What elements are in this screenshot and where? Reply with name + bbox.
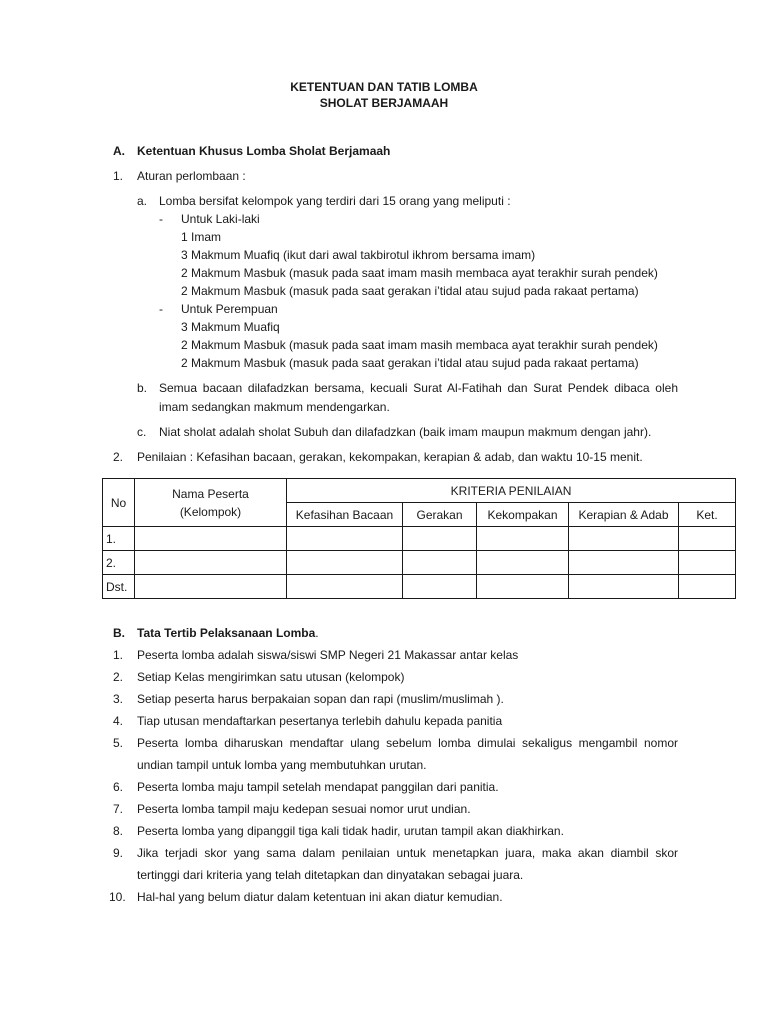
male-group-line: 2 Makmum Masbuk (masuk pada saat gerakan i’tidal atau sujud pada rakaat pertama) xyxy=(181,284,639,298)
table-cell xyxy=(477,527,569,551)
section-b-heading: Tata Tertib Pelaksanaan Lomba xyxy=(137,626,316,640)
rule-text: Peserta lomba tampil maju kedepan sesuai nomor urut undian. xyxy=(137,802,471,816)
rule-number: 1. xyxy=(113,648,124,662)
table-cell xyxy=(287,575,403,599)
female-group-line: 2 Makmum Masbuk (masuk pada saat gerakan i’tidal atau sujud pada rakaat pertama) xyxy=(181,356,639,370)
table-cell xyxy=(135,575,287,599)
sub-c-marker: c. xyxy=(137,425,147,439)
section-a-heading: Ketentuan Khusus Lomba Sholat Berjamaah xyxy=(137,144,391,158)
table-cell xyxy=(135,551,287,575)
criteria-cell: Gerakan xyxy=(403,503,477,527)
table-cell xyxy=(477,551,569,575)
table-header-row xyxy=(103,479,736,503)
rule-number: 7. xyxy=(113,802,124,816)
rule-number: 4. xyxy=(113,714,124,728)
table-cell xyxy=(679,527,736,551)
table-cell xyxy=(287,527,403,551)
rule-text-continued: undian tampil untuk lomba yang membutuhkan urutan. xyxy=(137,758,427,772)
criteria-cell: Kefasihan Bacaan xyxy=(287,503,403,527)
table-cell xyxy=(477,575,569,599)
rule-number: 10. xyxy=(109,890,126,904)
rule-number: 6. xyxy=(113,780,124,794)
rule-text: Peserta lomba diharuskan mendaftar ulang sebelum lomba dimulai sekaligus mengambil nomor xyxy=(137,736,678,750)
table-cell xyxy=(403,551,477,575)
sub-c-text: Niat sholat adalah sholat Subuh dan dilafadzkan (baik imam maupun makmum dengan jahr). xyxy=(159,425,652,439)
table-cell xyxy=(569,527,679,551)
table-cell xyxy=(569,575,679,599)
criteria-cell: Ket. xyxy=(679,503,736,527)
table-cell xyxy=(679,551,736,575)
female-group-line: 3 Makmum Muafiq xyxy=(181,320,280,334)
section-a-marker: A. xyxy=(113,144,125,158)
row-number: 2. xyxy=(103,551,135,575)
document-title-line2: SHOLAT BERJAMAAH xyxy=(319,96,449,110)
no-header: No xyxy=(103,479,135,527)
male-group-dash: - xyxy=(159,212,163,226)
table-cell xyxy=(287,551,403,575)
sub-a-marker: a. xyxy=(137,194,148,208)
female-group-dash: - xyxy=(159,302,163,316)
sub-b-line2: imam sedangkan makmum mendengarkan. xyxy=(159,400,390,414)
rule-text: Setiap Kelas mengirimkan satu utusan (kelompok) xyxy=(137,670,405,684)
rule-text: Setiap peserta harus berpakaian sopan dan rapi (muslim/muslimah ). xyxy=(137,692,504,706)
table-cell xyxy=(135,527,287,551)
female-group-line: 2 Makmum Masbuk (masuk pada saat imam masih membaca ayat terakhir surah pendek) xyxy=(181,338,658,352)
sub-b-line1: Semua bacaan dilafadzkan bersama, kecuali Surat Al-Fatihah dan Surat Pendek dibaca oleh xyxy=(159,381,678,395)
table-cell xyxy=(403,527,477,551)
document-title-line1: KETENTUAN DAN TATIB LOMBA xyxy=(290,80,478,94)
table-cell xyxy=(569,551,679,575)
item-1-text: Aturan perlombaan : xyxy=(137,169,246,183)
rule-number: 3. xyxy=(113,692,124,706)
rule-number: 9. xyxy=(113,846,124,860)
rule-number: 5. xyxy=(113,736,124,750)
row-number: 1. xyxy=(103,527,135,551)
table-row xyxy=(103,551,736,575)
table-row xyxy=(103,575,736,599)
table-cell xyxy=(403,575,477,599)
name-header-line2: (Kelompok) xyxy=(179,504,242,519)
row-number: Dst. xyxy=(103,575,135,599)
item-2-number: 2. xyxy=(113,450,124,464)
section-b-heading-wrap xyxy=(137,624,319,642)
rule-text: Jika terjadi skor yang sama dalam penilaian untuk menetapkan juara, maka akan diambil skor xyxy=(137,846,678,860)
item-1-number: 1. xyxy=(113,169,124,183)
rule-text: Tiap utusan mendaftarkan pesertanya terlebih dahulu kepada panitia xyxy=(137,714,503,728)
male-group-line: 2 Makmum Masbuk (masuk pada saat imam masih membaca ayat terakhir surah pendek) xyxy=(181,266,658,280)
section-b-heading-period: . xyxy=(315,626,319,640)
rule-text: Peserta lomba maju tampil setelah mendapat panggilan dari panitia. xyxy=(137,780,499,794)
rule-text: Peserta lomba adalah siswa/siswi SMP Negeri 21 Makassar antar kelas xyxy=(137,648,519,662)
sub-b-marker: b. xyxy=(137,381,148,395)
criteria-cell: Kerapian & Adab xyxy=(569,503,679,527)
criteria-header: KRITERIA PENILAIAN xyxy=(287,479,736,503)
rule-text: Hal-hal yang belum diatur dalam ketentuan ini akan diatur kemudian. xyxy=(137,890,503,904)
rule-text-continued: tertinggi dari kriteria yang telah ditetapkan dan dinyatakan sebagai juara. xyxy=(137,868,524,882)
sub-a-text: Lomba bersifat kelompok yang terdiri dari 15 orang yang meliputi : xyxy=(159,194,511,208)
criteria-cell: Kekompakan xyxy=(477,503,569,527)
female-group-label: Untuk Perempuan xyxy=(181,302,278,316)
name-header-line1: Nama Peserta xyxy=(172,486,249,501)
name-header xyxy=(135,479,287,527)
male-group-line: 1 Imam xyxy=(181,230,222,244)
rule-number: 2. xyxy=(113,670,124,684)
table-row xyxy=(103,527,736,551)
male-group-line: 3 Makmum Muafiq (ikut dari awal takbirotul ikhrom bersama imam) xyxy=(181,248,536,262)
rule-number: 8. xyxy=(113,824,124,838)
male-group-label: Untuk Laki-laki xyxy=(181,212,260,226)
assessment-table xyxy=(102,478,736,599)
table-cell xyxy=(679,575,736,599)
section-b-marker: B. xyxy=(113,626,125,640)
item-2-text: Penilaian : Kefasihan bacaan, gerakan, kekompakan, kerapian & adab, dan waktu 10-15 menit. xyxy=(137,450,643,464)
rule-text: Peserta lomba yang dipanggil tiga kali tidak hadir, urutan tampil akan diakhirkan. xyxy=(137,824,564,838)
